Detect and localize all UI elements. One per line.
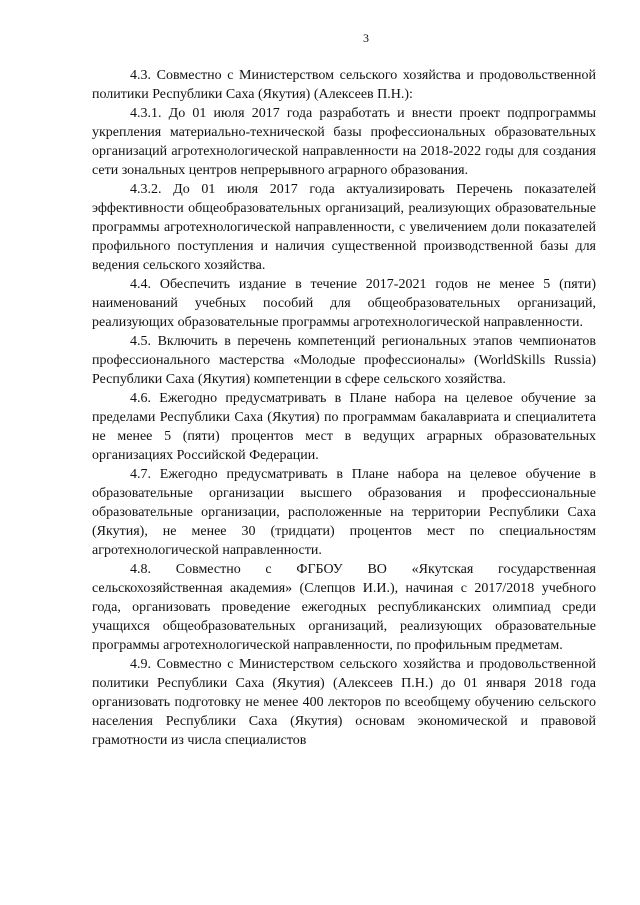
paragraph-4-6: 4.6. Ежегодно предусматривать в Плане набора на целевое обучение за пределами Республики Саха (Якутия) по программам бакалавриата и специалитета не менее 5 (пяти) процентов мест в ведущих аграрных образовательных организациях Российской Федерации.: [92, 391, 596, 463]
paragraph-4-7: 4.7. Ежегодно предусматривать в Плане набора на целевое обучение в образовательные организации высшего образования и профессиональные образовательные организации, расположенные на территории Республики Саха (Якутия), не менее 30 (тридцати) процентов мест по специальностям агротехнологической направленности.: [92, 467, 596, 558]
paragraph-4-5: 4.5. Включить в перечень компетенций региональных этапов чемпионатов профессионального мастерства «Молодые профессионалы» (WorldSkills Russia) Республики Саха (Якутия) компетенции в сфере сельского хозяйства.: [92, 334, 596, 387]
page-number: 3: [363, 31, 369, 45]
paragraph-4-4: 4.4. Обеспечить издание в течение 2017-2021 годов не менее 5 (пяти) наименований учебных пособий для общеобразовательных организаций, реализующих образовательные программы агротехнологической направленности.: [92, 277, 596, 330]
paragraph-4-3-2: 4.3.2. До 01 июля 2017 года актуализировать Перечень показателей эффективности общеобразовательных организаций, реализующих образовательные программы агротехнологической направленности, с увеличением доли показателей профильного поступления и наличия существенной производственной базы для ведения сельского хозяйства.: [92, 182, 596, 273]
paragraph-4-3: 4.3. Совместно с Министерством сельского хозяйства и продовольственной политики Республики Саха (Якутия) (Алексеев П.Н.):: [92, 68, 596, 102]
paragraph-4-3-1: 4.3.1. До 01 июля 2017 года разработать и внести проект подпрограммы укрепления материально-технической базы профессиональных образовательных организаций агротехнологической направленности на 2018-2022 годы для создания сети зональных центров непрерывного аграрного образования.: [92, 106, 596, 178]
paragraph-4-8: 4.8. Совместно с ФГБОУ ВО «Якутская государственная сельскохозяйственная академия» (Слепцов И.И.), начиная с 2017/2018 учебного года, организовать проведение ежегодных республиканских олимпиад среди учащихся общеобразовательных организаций, реализующих образовательные программы агротехнологической направленности, по профильным предметам.: [92, 562, 596, 653]
paragraph-4-9: 4.9. Совместно с Министерством сельского хозяйства и продовольственной политики Республики Саха (Якутия) (Алексеев П.Н.) до 01 января 2018 года организовать подготовку не менее 400 лекторов по всеобщему обучению сельского населения Республики Саха (Якутия) основам экономической и правовой грамотности из числа специалистов: [92, 657, 596, 748]
